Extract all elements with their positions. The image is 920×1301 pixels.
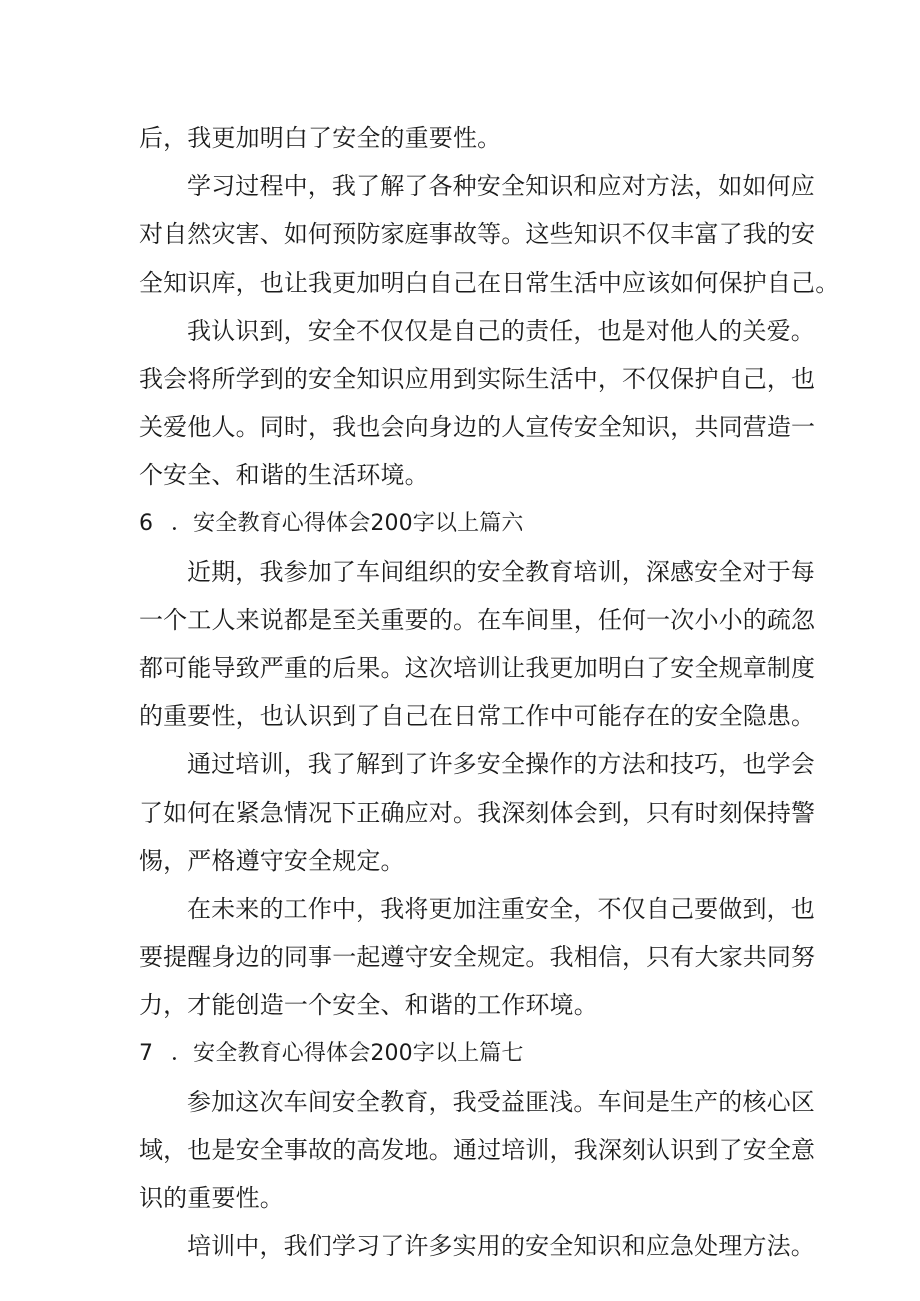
section-title: ．安全教育心得体会200字以上篇七 bbox=[171, 1040, 524, 1066]
paragraph-line: 关爱他人。同时，我也会向身边的人宣传安全知识，共同营造一 bbox=[139, 413, 816, 442]
paragraph-line: 全知识库，也让我更加明白自己在日常生活中应该如何保护自己。 bbox=[139, 268, 840, 297]
paragraph-line: 在未来的工作中，我将更加注重安全，不仅自己要做到，也 bbox=[187, 895, 815, 923]
paragraph-line: 通过培训，我了解到了许多安全操作的方法和技巧，也学会 bbox=[187, 750, 815, 779]
paragraph-line: 近期，我参加了车间组织的安全教育培训，深感安全对于每 bbox=[187, 557, 815, 586]
paragraph-line: 后，我更加明白了安全的重要性。 bbox=[139, 124, 502, 152]
section-number: 7 bbox=[139, 1040, 154, 1066]
paragraph-line: 都可能导致严重的后果。这次培训让我更加明白了安全规章制度 bbox=[139, 654, 816, 683]
paragraph-line: 学习过程中，我了解了各种安全知识和应对方法，如如何应 bbox=[187, 172, 815, 201]
paragraph-line: 对自然灾害、如何预防家庭事故等。这些知识不仅丰富了我的安 bbox=[139, 220, 816, 249]
paragraph-line: 力，才能创造一个安全、和谐的工作环境。 bbox=[139, 991, 598, 1020]
document-page bbox=[139, 114, 840, 1271]
paragraph-line: 要提醒身边的同事一起遵守安全规定。我相信，只有大家共同努 bbox=[139, 943, 816, 972]
paragraph-line: 个安全、和谐的生活环境。 bbox=[139, 461, 429, 490]
section-title: ．安全教育心得体会200字以上篇六 bbox=[171, 510, 524, 536]
paragraph-line: 一个工人来说都是至关重要的。在车间里，任何一次小小的疏忽 bbox=[139, 605, 816, 634]
section-number: 6 bbox=[139, 510, 154, 536]
section-heading-six bbox=[139, 500, 787, 548]
paragraph-line: 培训中，我们学习了许多实用的安全知识和应急处理方法。 bbox=[187, 1232, 815, 1261]
paragraph-line: 识的重要性。 bbox=[139, 1184, 284, 1213]
paragraph-line: 域，也是安全事故的高发地。通过培训，我深刻认识到了安全意 bbox=[139, 1135, 816, 1164]
paragraph-line: 的重要性，也认识到了自己在日常工作中可能存在的安全隐患。 bbox=[139, 702, 816, 731]
paragraph-line: 惕，严格遵守安全规定。 bbox=[139, 846, 405, 875]
section-heading-seven bbox=[139, 1030, 787, 1078]
paragraph-line: 了如何在紧急情况下正确应对。我深刻体会到，只有时刻保持警 bbox=[139, 798, 816, 827]
paragraph-line: 参加这次车间安全教育，我受益匪浅。车间是生产的核心区 bbox=[187, 1087, 815, 1116]
paragraph-line: 我会将所学到的安全知识应用到实际生活中，不仅保护自己，也 bbox=[139, 364, 816, 393]
paragraph-line: 我认识到，安全不仅仅是自己的责任，也是对他人的关爱。 bbox=[187, 316, 815, 345]
